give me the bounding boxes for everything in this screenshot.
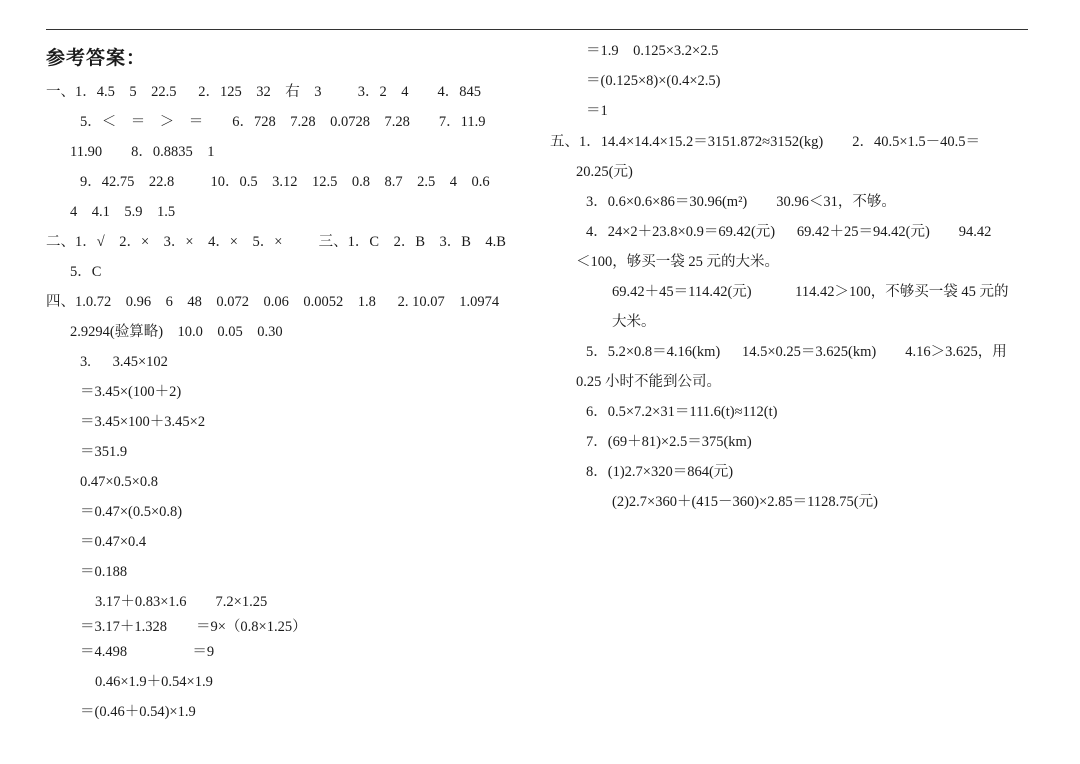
answer-line: ＝1.9 0.125×3.2×2.5 <box>586 43 719 59</box>
answer-line: 0.46×1.9＋0.54×1.9 <box>95 674 213 690</box>
top-rule <box>46 29 1028 30</box>
answer-line: ＝4.498 ＝9 <box>80 644 215 660</box>
answer-line: 4 4.1 5.9 1.5 <box>70 204 176 220</box>
answer-line: 69.42＋45＝114.42(元) 114.42＞100，不够买一袋 45 元的 <box>612 284 1009 300</box>
answer-line: 四、1.0.72 0.96 6 48 0.072 0.06 0.0052 1.8 2. 10.07 1.0974 <box>46 294 500 310</box>
answer-line: (2)2.7×360＋(415－360)×2.85＝1128.75(元) <box>612 494 878 510</box>
answer-line: 3.17＋0.83×1.6 7.2×1.25 <box>95 594 268 610</box>
answer-line: 3. 3.45×102 <box>80 354 168 370</box>
answer-line: 3．0.6×0.6×86＝30.96(m²) 30.96＜31，不够。 <box>586 194 896 210</box>
answer-line: 9．42.75 22.8 10．0.5 3.12 12.5 0.8 8.7 2.5 4 0.6 <box>80 174 490 190</box>
answer-line: 8．(1)2.7×320＝864(元) <box>586 464 734 480</box>
answer-line: 0.25 小时不能到公司。 <box>576 374 721 390</box>
answer-line: 6．0.5×7.2×31＝111.6(t)≈112(t) <box>586 404 778 420</box>
answer-line: ＝3.45×(100＋2) <box>80 384 182 400</box>
answer-line: ＝1 <box>586 103 608 119</box>
page-title: 参考答案： <box>46 47 147 69</box>
answer-line: 大米。 <box>612 314 656 330</box>
answer-line: 4．24×2＋23.8×0.9＝69.42(元) 69.42＋25＝94.42(元) 94.42 <box>586 224 992 240</box>
answer-line: 7．(69＋81)×2.5＝375(km) <box>586 434 752 450</box>
answer-line: 5．5.2×0.8＝4.16(km) 14.5×0.25＝3.625(km) 4.16＞3.625，用 <box>586 344 1007 360</box>
answer-line: 11.90 8．0.8835 1 <box>70 144 215 160</box>
answer-line: ＝0.47×(0.5×0.8) <box>80 504 183 520</box>
answer-line: 20.25(元) <box>576 164 633 180</box>
answer-line: 一、1．4.5 5 22.5 2．125 32 右 3 3．2 4 4．845 <box>46 84 481 100</box>
answer-line: ＝0.188 <box>80 564 128 580</box>
answer-line: ＝0.47×0.4 <box>80 534 147 550</box>
answer-line: ＝3.45×100＋3.45×2 <box>80 414 206 430</box>
answer-line: 5．＜ ＝ ＞ ＝ 6．728 7.28 0.0728 7.28 7．11.9 <box>80 114 486 130</box>
answer-line: ＝(0.46＋0.54)×1.9 <box>80 704 196 720</box>
answer-line: 五、1．14.4×14.4×15.2＝3151.872≈3152(kg) 2．40.5×1.5－40.5＝ <box>550 134 981 150</box>
answer-line: ＝(0.125×8)×(0.4×2.5) <box>586 73 721 89</box>
answer-line: 0.47×0.5×0.8 <box>80 474 158 490</box>
answer-line: 二、1．√ 2．× 3．× 4．× 5．× 三、1．C 2．B 3．B 4.B <box>46 234 506 250</box>
answer-line: 5．C <box>70 264 102 280</box>
answer-line: ＝3.17＋1.328 ＝9×（0.8×1.25） <box>80 619 307 635</box>
answer-line: 2.9294(验算略) 10.0 0.05 0.30 <box>70 324 283 340</box>
answer-line: ＜100，够买一袋 25 元的大米。 <box>576 254 779 270</box>
answer-line: ＝351.9 <box>80 444 128 460</box>
